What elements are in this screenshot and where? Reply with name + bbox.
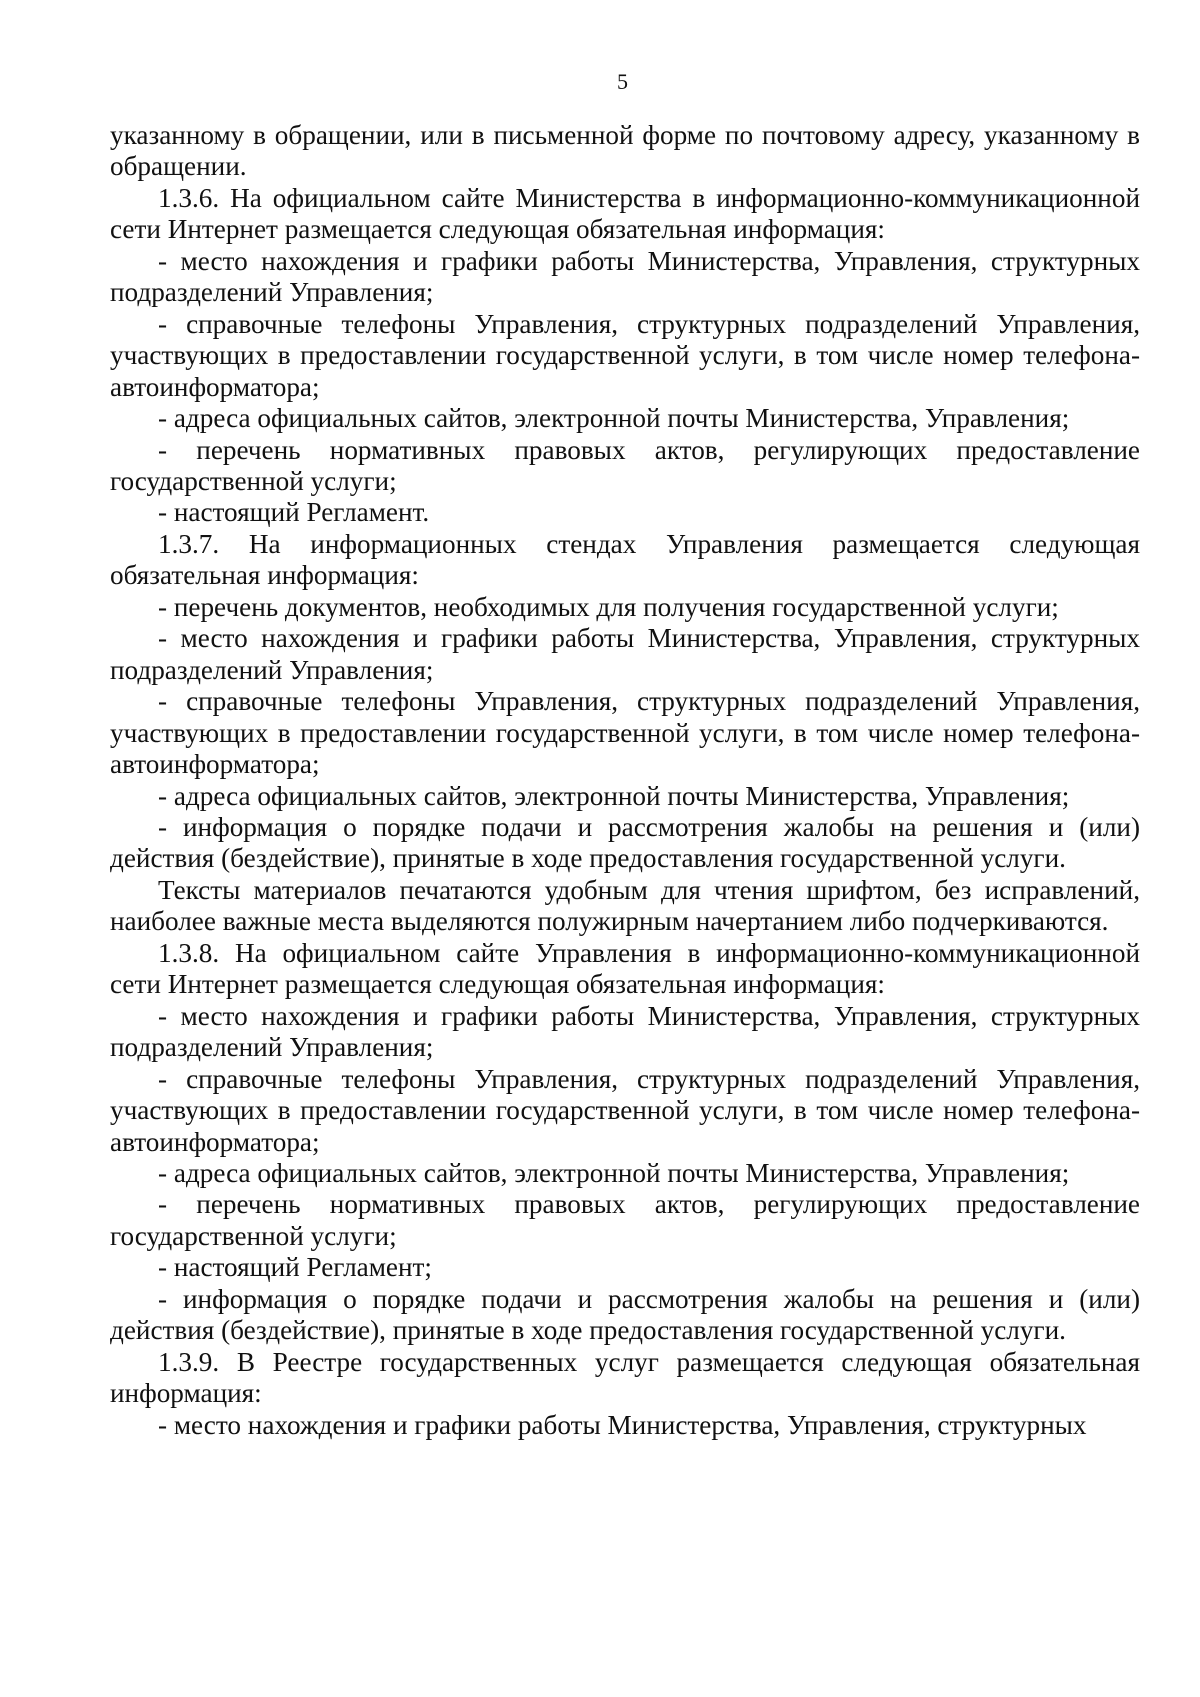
list-item: - адреса официальных сайтов, электронной почты Министерства, Управления; — [158, 403, 1070, 434]
page-number: 5 — [617, 69, 628, 94]
list-item: - перечень документов, необходимых для получения государственной услуги; — [158, 591, 1059, 622]
list-item: - перечень нормативных правовых актов, регулирующих предоставление государственной услуги; — [110, 1189, 1140, 1251]
list-item: - место нахождения и графики работы Министерства, Управления, структурных подразделений Управления; — [110, 245, 1140, 308]
list-item: - настоящий Регламент. — [158, 497, 430, 528]
list-item: - настоящий Регламент; — [158, 1252, 432, 1283]
list-item: - место нахождения и графики работы Министерства, Управления, структурных — [158, 1409, 1087, 1440]
list-item: - адреса официальных сайтов, электронной почты Министерства, Управления; — [158, 1157, 1070, 1188]
paragraph-1-3-7: 1.3.7. На информационных стендах Управления размещается следующая обязательная информация: — [110, 528, 1140, 591]
list-item: - информация о порядке подачи и рассмотрения жалобы на решения и (или) действия (бездействие), принятые в ходе предоставления государственной услуги. — [110, 811, 1140, 874]
paragraph-1-3-9: 1.3.9. В Реестре государственных услуг размещается следующая обязательная информация: — [110, 1346, 1140, 1409]
paragraph-1-3-8: 1.3.8. На официальном сайте Управления в информационно-коммуникационной сети Интернет размещается следующая обязательная информация: — [110, 937, 1140, 1000]
list-item: - справочные телефоны Управления, структурных подразделений Управления, участвующих в предоставлении государственной услуги, в том числе номер телефона-автоинформатора; — [110, 308, 1140, 402]
paragraph-1-3-6: 1.3.6. На официальном сайте Министерства в информационно-коммуникационной сети Интернет размещается следующая обязательная информация: — [110, 182, 1140, 245]
list-item: - место нахождения и графики работы Министерства, Управления, структурных подразделений Управления; — [110, 1000, 1140, 1063]
list-item: - справочные телефоны Управления, структурных подразделений Управления, участвующих в предоставлении государственной услуги, в том числе номер телефона-автоинформатора; — [110, 1063, 1140, 1157]
list-item: - справочные телефоны Управления, структурных подразделений Управления, участвующих в предоставлении государственной услуги, в том числе номер телефона-автоинформатора; — [110, 686, 1140, 780]
paragraph-materials-note: Тексты материалов печатаются удобным для чтения шрифтом, без исправлений, наиболее важные места выделяются полужирным начертанием либо подчеркиваются. — [110, 874, 1140, 937]
list-item: - место нахождения и графики работы Министерства, Управления, структурных подразделений Управления; — [110, 623, 1140, 685]
list-item: - информация о порядке подачи и рассмотрения жалобы на решения и (или) действия (бездействие), принятые в ходе предоставления государственной услуги. — [110, 1283, 1140, 1346]
list-item: - перечень нормативных правовых актов, регулирующих предоставление государственной услуги; — [110, 434, 1140, 496]
document-body — [110, 120, 1140, 1441]
paragraph-continuation: указанному в обращении, или в письменной форме по почтовому адресу, указанному в обращении. — [110, 120, 1140, 182]
list-item: - адреса официальных сайтов, электронной почты Министерства, Управления; — [158, 780, 1070, 811]
